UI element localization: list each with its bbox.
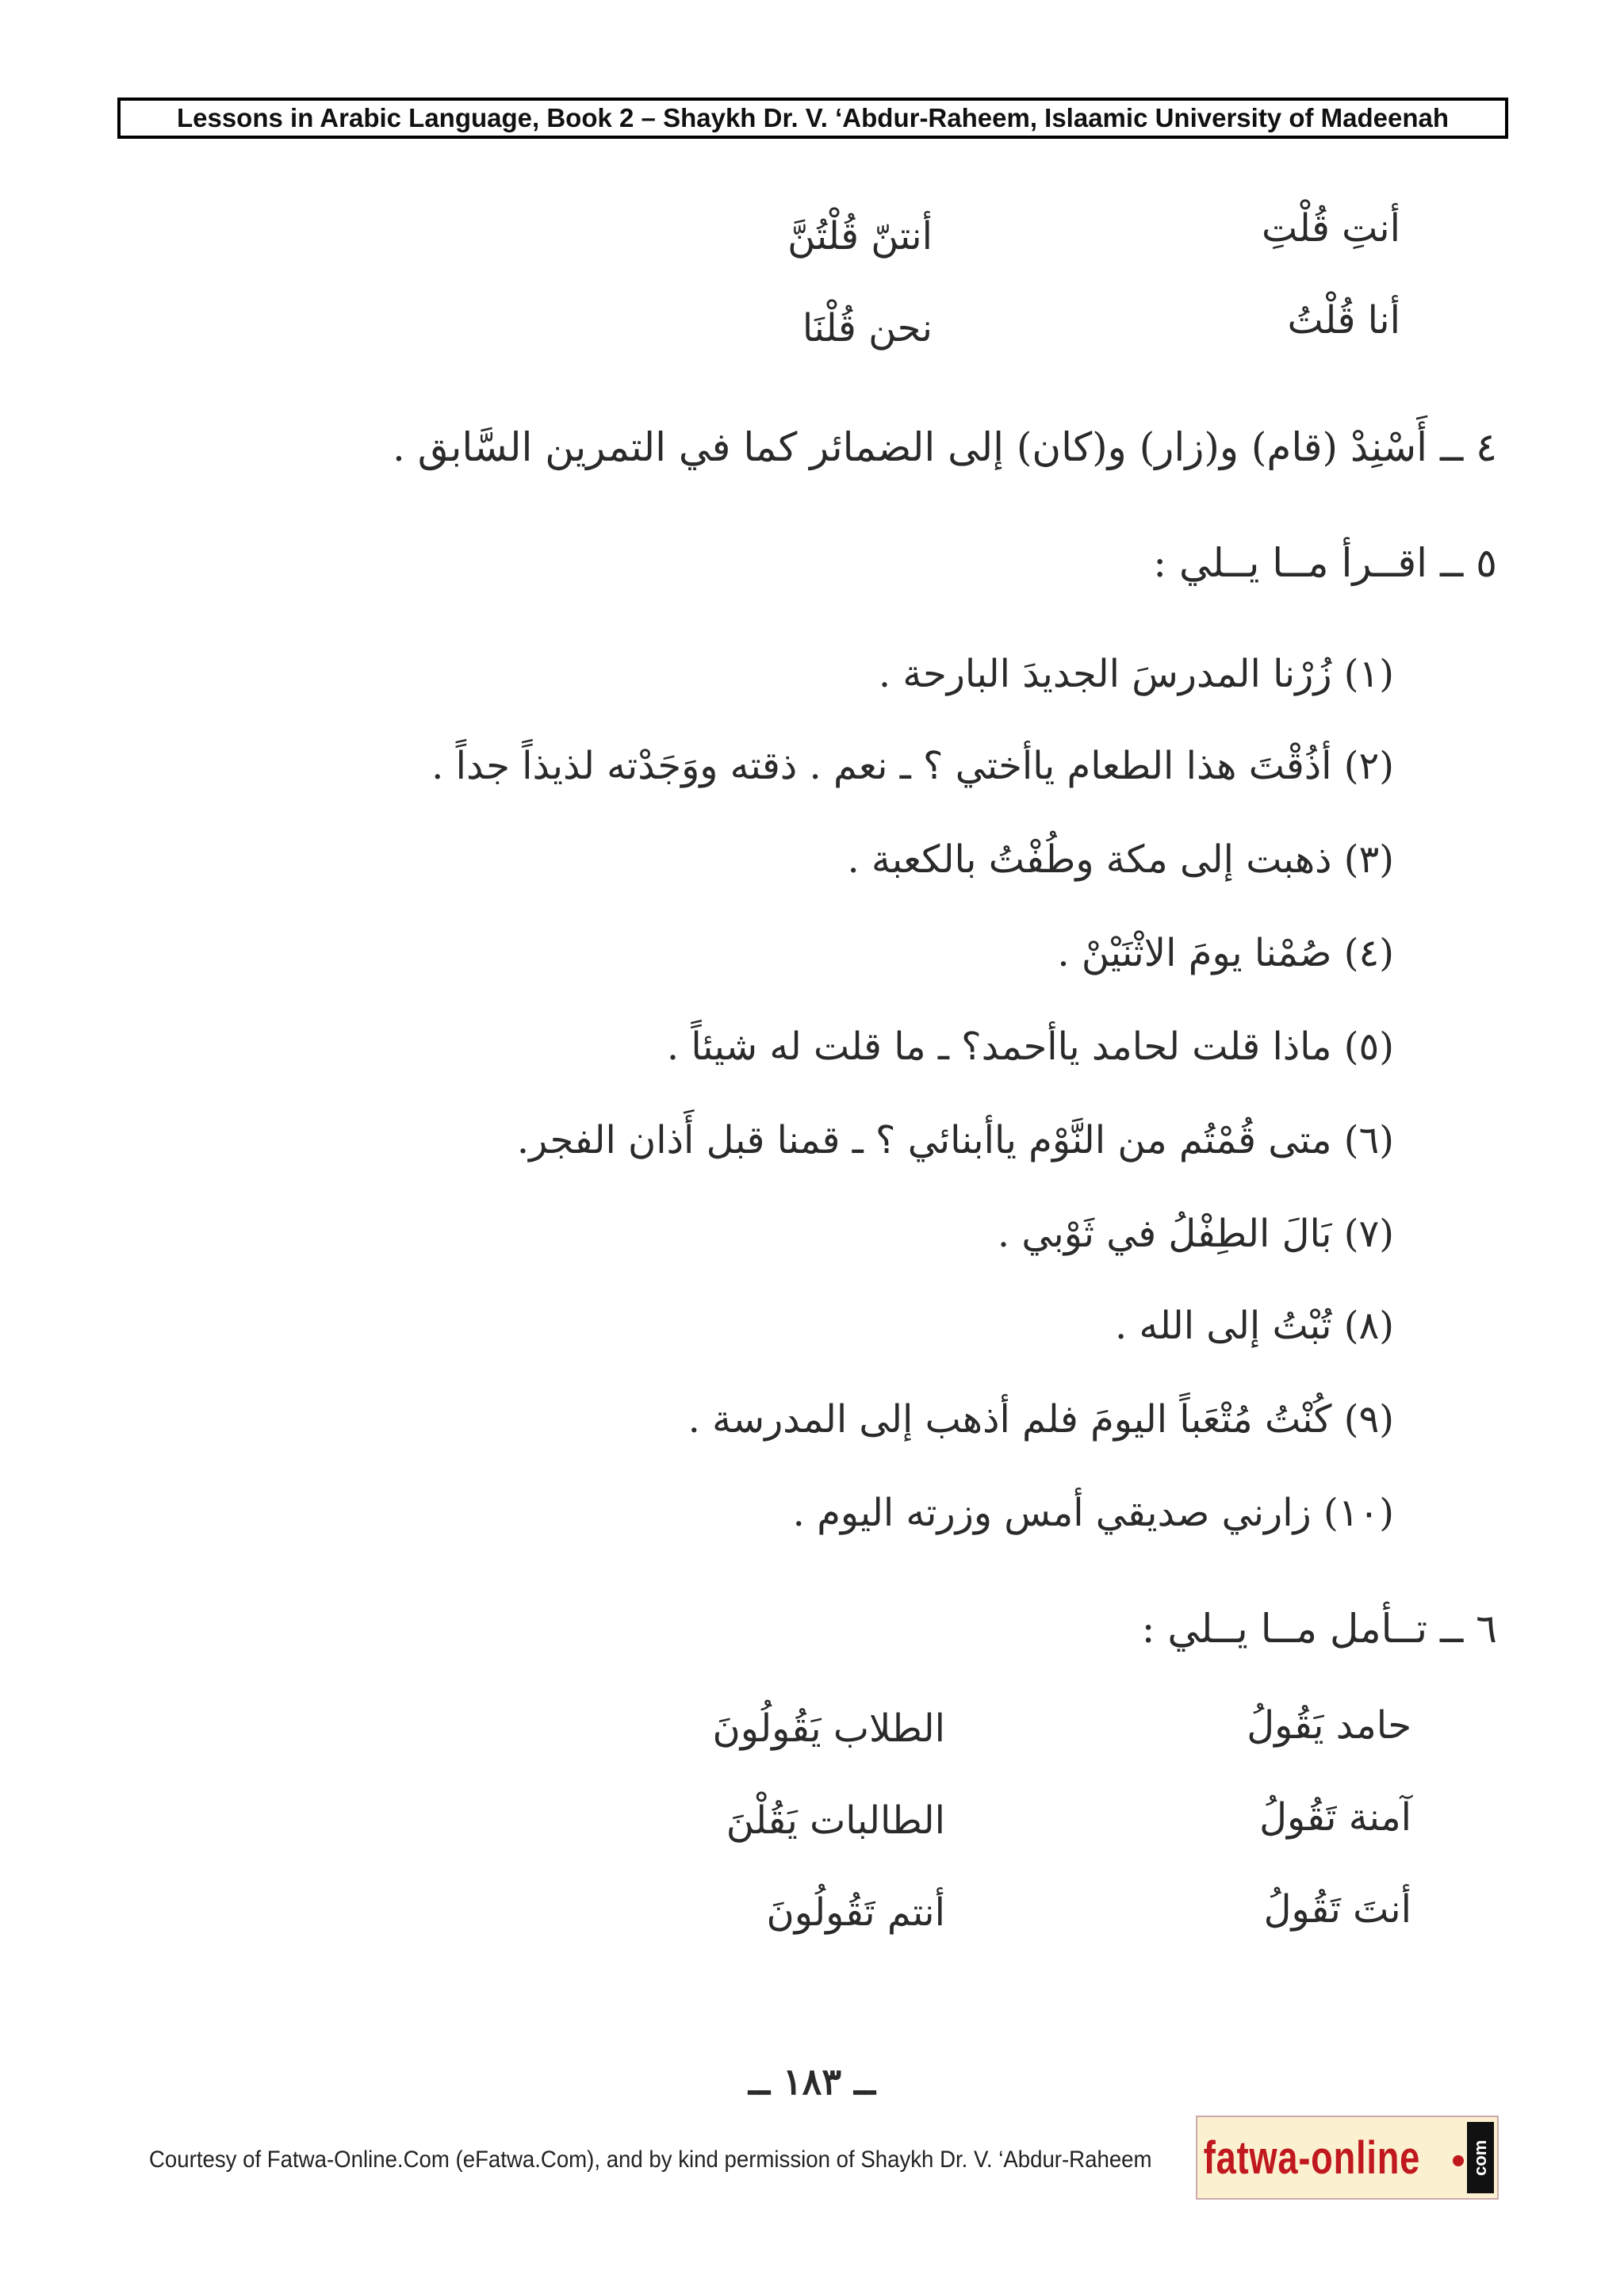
logo-wordmark: fatwa-online xyxy=(1203,2131,1421,2184)
logo-dot-icon xyxy=(1453,2155,1464,2166)
exercise-5-item-7: (٧) بَالَ الطِفْلُ في ثَوْبي . xyxy=(997,1212,1394,1256)
pair-top-left-1: أنتنّ قُلْتُنَّ xyxy=(787,214,933,259)
exercise-5-item-8: (٨) تُبْتُ إلى الله . xyxy=(1114,1304,1394,1348)
exercise-5-item-5: (٥) ماذا قلت لحامد ياأحمد؟ ـ ما قلت له شيئاً . xyxy=(666,1024,1394,1069)
exercise-5-item-10: (١٠) زارني صديقي أمس وزرته اليوم . xyxy=(792,1491,1394,1535)
pair-6-right-3: أنتَ تَقُولُ xyxy=(1263,1887,1411,1932)
exercise-5-item-6: (٦) متى قُمْتُم من النَّوْم ياأبنائي ؟ ـ قمنا قبل أَذان الفجر. xyxy=(516,1118,1394,1162)
exercise-5-item-9: (٩) كُنْتُ مُتْعَباً اليومَ فلم أذهب إلى المدرسة . xyxy=(688,1397,1394,1442)
footer-credit: Courtesy of Fatwa-Online.Com (eFatwa.Com), and by kind permission of Shaykh Dr. V. ‘Abdur-Raheem xyxy=(149,2147,1152,2173)
exercise-5-item-1: (١) زُرْنا المدرسَ الجديدَ البارحة . xyxy=(878,652,1394,696)
exercise-5-item-4: (٤) صُمْنا يومَ الاثْنَيْنْ . xyxy=(1057,931,1394,975)
page-number: ــ ١٨٣ ــ xyxy=(748,2060,876,2103)
pair-top-left-2: نحن قُلْنَا xyxy=(802,306,933,350)
exercise-5-heading: ٥ ــ اقــرأ مــا يــلي : xyxy=(1153,540,1497,586)
exercise-6-heading: ٦ ــ تــأمل مــا يــلي : xyxy=(1141,1606,1497,1652)
fatwa-online-logo[interactable] xyxy=(1196,2116,1499,2200)
pair-top-right-2: أنا قُلْتُ xyxy=(1287,298,1400,343)
pair-6-left-3: أنتم تَقُولُونَ xyxy=(766,1890,945,1935)
pair-6-left-2: الطالبات يَقُلْنَ xyxy=(726,1798,945,1843)
exercise-5-item-2: (٢) أذُقْتَ هذا الطعام ياأختي ؟ ـ نعم . ذقته ووَجَدْته لذيذاً جداً . xyxy=(431,744,1394,788)
pair-6-right-1: حامد يَقُولُ xyxy=(1247,1703,1411,1748)
exercise-4-instruction: ٤ ــ أَسْنِدْ (قام) و(زار) و(كان) إلى الضمائر كما في التمرين السَّابق . xyxy=(393,424,1497,470)
pair-6-right-2: آمنة تَقُولُ xyxy=(1259,1795,1411,1840)
page-header-title: Lessons in Arabic Language, Book 2 – Shaykh Dr. V. ‘Abdur-Raheem, Islaamic University of Madeenah xyxy=(117,98,1508,139)
pair-6-left-1: الطلاب يَقُولُونَ xyxy=(712,1706,945,1751)
pair-top-right-1: أنتِ قُلْتِ xyxy=(1261,206,1400,251)
logo-suffix: com xyxy=(1467,2122,1494,2193)
exercise-5-item-3: (٣) ذهبت إلى مكة وطُفْتُ بالكعبة . xyxy=(847,837,1394,882)
